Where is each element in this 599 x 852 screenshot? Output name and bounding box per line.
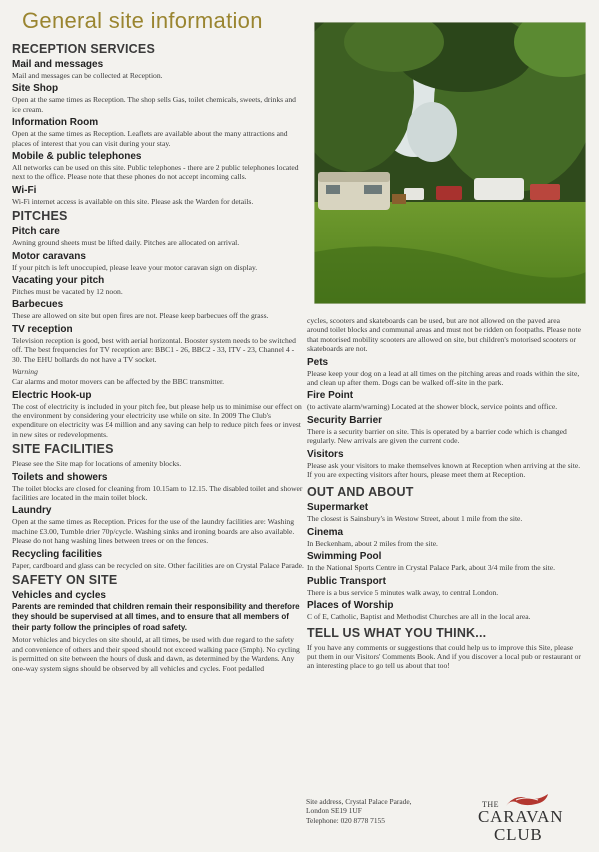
item-heading: Swimming Pool [307, 551, 382, 563]
item-heading: Toilets and showers [12, 471, 108, 483]
right-column [307, 316, 582, 671]
item-text: The toilet blocks are closed for cleaning from 10.15am to 12.15. The disabled toilet and shower facilities are located in the main toilet block. [12, 483, 303, 502]
left-column [12, 40, 304, 673]
item-text: The cost of electricity is included in your pitch fee, but please help us to minimise our effect on the environment by considering your electricity use while on site. In 2009 The Club's expenditure on electricity was £4 million and any saving can help to reduce pitch fees or invest in new sites or redevelopments. [12, 401, 302, 439]
item-text: There is a security barrier on site. This is operated by a barrier code which is changed regularly. New arrivals are given the current code. [307, 426, 567, 446]
logo-club-text: CLUB [494, 825, 543, 844]
item-heading: Pitch care [12, 226, 60, 238]
item-heading: Places of Worship [307, 600, 394, 612]
address-postcode: London SE19 1UF [306, 806, 362, 816]
item-heading: Visitors [307, 448, 344, 460]
info-item [12, 251, 304, 272]
info-item [12, 324, 304, 364]
section-heading-feedback: TELL US WHAT YOU THINK... [307, 625, 487, 640]
address-line: Site address, Crystal Palace Parade, [306, 797, 412, 806]
item-heading: Mail and messages [12, 59, 104, 70]
item-text: Pitches must be vacated by 12 noon. [12, 287, 123, 297]
info-item [307, 551, 582, 572]
item-text: In the National Sports Centre in Crystal Palace Park, about 3/4 mile from the site. [307, 563, 556, 573]
caravan-club-logo [476, 790, 586, 846]
item-text: Please keep your dog on a lead at all times on the pitching areas and roads within the site, and clean up after them. Dogs can be walked off-site in the park. [307, 368, 580, 388]
logo-caravan-text: CARAVAN [478, 807, 564, 826]
item-text: Television reception is good, best with aerial horizontal. Booster system needs to be switched off. The best frequencies for TV reception are: BBC1 - 26, BBC2 - 33, ITV - 23, Channel 4 - 30. The EHU bollards do not have a TV socket. [12, 335, 296, 364]
item-text: Open at the same times as Reception. The shop sells Gas, toilet chemicals, sweets, drinks and ice cream. [12, 95, 296, 114]
item-heading: Fire Point [307, 390, 354, 402]
info-item [307, 415, 582, 446]
item-text: Awning ground sheets must be lifted daily. Pitches are allocated on arrival. [12, 238, 240, 248]
section-heading-safety: SAFETY ON SITE [12, 572, 118, 587]
info-item [307, 527, 582, 548]
telephone: Telephone: 020 8778 7155 [306, 815, 385, 825]
item-text: The closest is Sainsbury's in Westow Street, about 1 mile from the site. [307, 514, 523, 524]
item-heading: Electric Hook-up [12, 389, 92, 401]
campsite-photo-image [314, 22, 586, 304]
section-heading-facilities: SITE FACILITIES [12, 442, 114, 457]
item-heading: Public Transport [307, 575, 386, 587]
item-heading: TV reception [12, 323, 73, 335]
warning-item [12, 367, 304, 386]
item-text: Mail and messages can be collected at Reception. [12, 71, 163, 80]
info-item [307, 390, 582, 411]
item-text: If your pitch is left unoccupied, please leave your motor caravan sign on display. [12, 262, 258, 272]
item-text: Please ask your visitors to make themselves known at Reception when arriving at the site. If you are expecting visitors after hours, please meet them at Reception. [307, 460, 581, 480]
info-item [12, 549, 304, 570]
section-heading-pitches: PITCHES [12, 209, 68, 224]
item-heading: Recycling facilities [12, 548, 103, 560]
vehicles-text-continued: cycles, scooters and skateboards can be used, but are not allowed on the paved area around toilet blocks and communal areas and must not be ridden on footpaths. Please note that motorised mobility scooters are allowed on site, but children's motorised scooters or skateboards are not. [307, 316, 581, 354]
warning-subheading: Warning [12, 367, 38, 377]
item-heading: Cinema [307, 526, 344, 538]
item-heading: Site Shop [12, 83, 59, 95]
vehicles-text: Motor vehicles and bicycles on site should, at all times, be used with due regard to the safety and convenience of others and their speed should not exceed walking pace (5mph). No cycling is permitted on site between the hours of dusk and dawn, as determined by the Wardens. Any one-way system signs should be observed by all vehicles and cycles. Foot pedalled [12, 635, 300, 673]
info-item [12, 390, 304, 440]
logo-the-text: THE [482, 800, 500, 809]
info-item [307, 576, 582, 597]
page-title: General site information [22, 8, 263, 33]
item-heading: Information Room [12, 117, 99, 129]
info-item [12, 59, 304, 80]
info-item [12, 505, 304, 545]
item-text: There is a bus service 5 minutes walk away, to central London. [307, 587, 499, 597]
site-contact [306, 797, 456, 825]
feedback-text: If you have any comments or suggestions that could help us to improve this Site, please put them in our Visitors' Comments Book. And if you discover a local pub or restaurant or an interesting place to go tell us about that too! [307, 642, 581, 671]
info-item [12, 275, 304, 296]
item-heading: Vacating your pitch [12, 275, 105, 287]
item-text: Open at the same times as Reception. Prices for the use of the laundry facilities are: Washing machine £3.00, Tumble drier 70p/cycle. Washing sinks and ironing boards are also available. Please do not hang washing lines between trees or on the fences. [12, 517, 295, 546]
item-heading: Barbecues [12, 299, 64, 311]
info-item [12, 117, 304, 148]
campsite-photo [314, 22, 586, 304]
item-heading: Supermarket [307, 502, 369, 514]
item-text: (to activate alarm/warning) Located at the shower block, service points and office. [307, 402, 558, 412]
item-heading: Motor caravans [12, 250, 86, 262]
info-item [307, 502, 582, 523]
item-heading: Laundry [12, 505, 52, 517]
warning-text: Car alarms and motor movers can be affected by the BBC transmitter. [12, 377, 225, 387]
info-item [12, 472, 304, 503]
item-text: Wi-Fi internet access is available on this site. Please ask the Warden for details. [12, 196, 254, 206]
info-item [12, 83, 304, 114]
facilities-intro: Please see the Site map for locations of amenity blocks. [12, 459, 182, 469]
info-item [12, 185, 304, 206]
info-item [12, 299, 304, 320]
info-item [12, 226, 304, 247]
info-item [307, 357, 582, 388]
item-text: Open at the same times as Reception. Leaflets are available about the many attractions and places of interest that you can visit during your stay. [12, 129, 288, 148]
item-text: C of E, Catholic, Baptist and Methodist Churches are all in the local area. [307, 612, 531, 622]
item-text: These are allowed on site but open fires are not. Please keep barbecues off the grass. [12, 311, 269, 321]
children-notice: Parents are reminded that children remain their responsibility and therefore they should be supervised at all times, and to ensure that all members of their party follow the principles of road safety. [12, 601, 300, 632]
section-heading-out-and-about: OUT AND ABOUT [307, 485, 414, 500]
vehicles-heading: Vehicles and cycles [12, 589, 106, 601]
section-heading-reception: RECEPTION SERVICES [12, 42, 155, 56]
item-heading: Mobile & public telephones [12, 151, 142, 163]
item-heading: Pets [307, 356, 329, 368]
info-item [307, 449, 582, 480]
info-item [12, 151, 304, 182]
item-text: All networks can be used on this site. Public telephones - there are 2 public telephones located next to the office. Please note that these phones do not accept incoming calls. [12, 163, 299, 182]
item-text: Paper, cardboard and glass can be recycled on site. Other facilities are on Crystal Palace Parade. [12, 560, 304, 570]
item-text: In Beckenham, about 2 miles from the site. [307, 538, 438, 548]
item-heading: Security Barrier [307, 414, 383, 426]
item-heading: Wi-Fi [12, 184, 37, 196]
info-item [307, 600, 582, 621]
